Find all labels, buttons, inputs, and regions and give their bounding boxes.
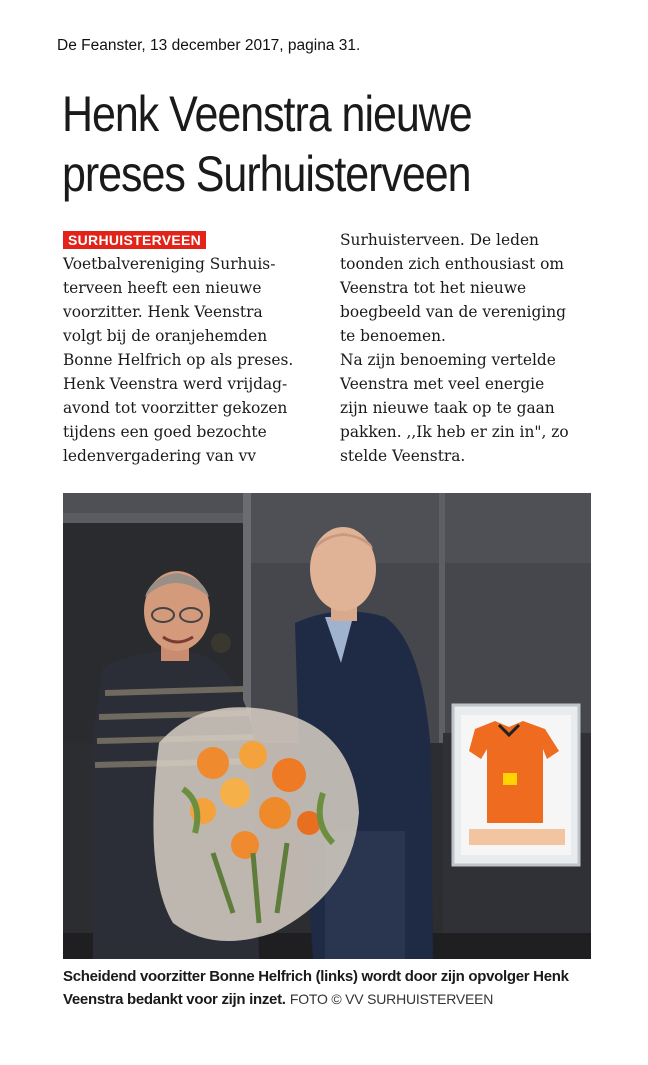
body-line: Henk Veenstra werd vrijdag- [63,375,288,393]
body-line: Surhuisterveen. De leden [340,231,539,249]
body-line: volgt bij de oranjehemden [63,327,268,345]
body-line: voorzitter. Henk Veenstra [63,303,263,321]
location-kicker: SURHUISTERVEEN [63,231,206,249]
body-line: pakken. ,,Ik heb er zin in", zo [340,423,569,441]
body-line: avond tot voorzitter gekozen [63,399,288,417]
source-line: De Feanster, 13 december 2017, pagina 31. [57,37,361,54]
body-line: boegbeeld van de vereniging [340,303,566,321]
article-photo [63,493,591,959]
caption-text: Scheidend voorzitter Bonne Helfrich (links) wordt door zijn opvolger Henk Veenstra bedankt voor zijn inzet. [63,968,569,1008]
headline: Henk Veenstra nieuwe preses Surhuisterveen [62,86,472,202]
article-column-right [340,228,602,468]
photo-credit: FOTO © VV SURHUISTERVEEN [289,991,494,1007]
body-line: tijdens een goed bezochte [63,423,267,441]
body-line: Veenstra tot het nieuwe [340,279,527,297]
body-line: Veenstra met veel energie [340,375,545,393]
body-line: toonden zich enthousiast om [340,255,564,273]
body-line: Bonne Helfrich op als preses. [63,351,294,369]
body-line: stelde Veenstra. [340,447,466,465]
body-line: Na zijn benoeming vertelde [340,351,556,369]
framed-shirt [453,705,579,865]
body-line: te benoemen. [340,327,446,345]
body-line: Voetbalvereniging Surhuis- [63,255,276,273]
photo-caption [63,966,623,1011]
body-line: zijn nieuwe taak op te gaan [340,399,555,417]
article-column-left [63,228,325,468]
body-line: ledenvergadering van vv [63,447,257,465]
body-line: terveen heeft een nieuwe [63,279,262,297]
